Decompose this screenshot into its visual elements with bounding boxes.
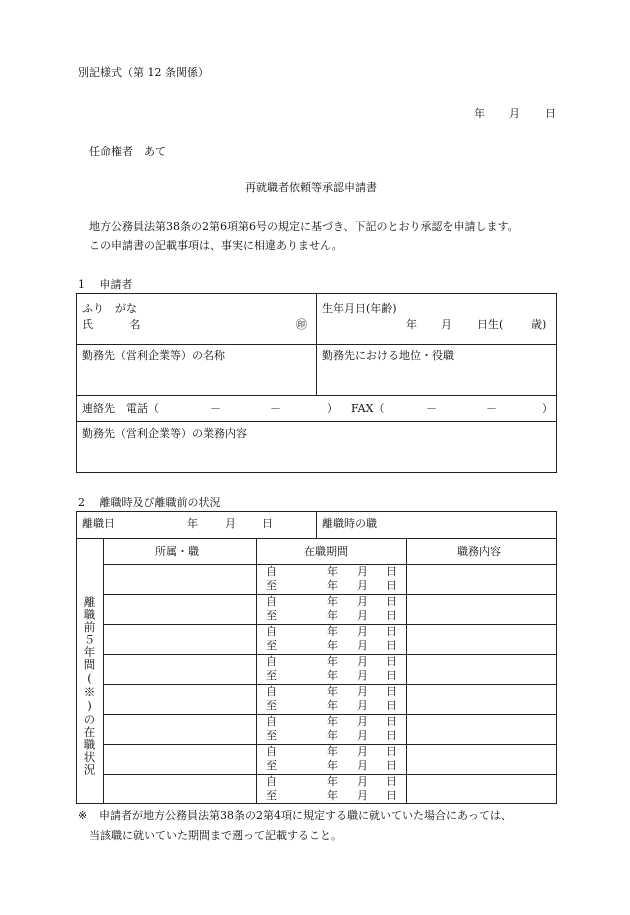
fax-paren-close: ） <box>542 402 553 415</box>
period-year: 年 <box>327 745 338 758</box>
period-month: 月 <box>357 655 368 668</box>
period-from-label: 自 <box>266 625 277 638</box>
period-month: 月 <box>357 579 368 592</box>
period-day: 日 <box>386 715 397 728</box>
period-day: 日 <box>386 565 397 578</box>
period-year: 年 <box>327 715 338 728</box>
period-month: 月 <box>357 729 368 742</box>
period-month: 月 <box>357 775 368 788</box>
period-month: 月 <box>357 685 368 698</box>
period-to-label: 至 <box>266 579 277 592</box>
retire-post-label: 離職時の職 <box>322 517 377 530</box>
furigana-label: ふり がな <box>82 302 137 315</box>
period-to-label: 至 <box>266 609 277 622</box>
note-mark: ※ <box>78 809 88 822</box>
name-label: 氏 名 <box>82 318 141 331</box>
period-to-label: 至 <box>266 639 277 652</box>
period-from-label: 自 <box>266 655 277 668</box>
period-from-label: 自 <box>266 685 277 698</box>
period-year: 年 <box>327 699 338 712</box>
col-period-header: 在職期間 <box>304 545 348 558</box>
period-year: 年 <box>327 669 338 682</box>
birth-label: 生年月日(年齢) <box>322 302 397 315</box>
period-month: 月 <box>357 789 368 802</box>
period-day: 日 <box>386 775 397 788</box>
retire-month: 月 <box>225 517 236 530</box>
period-year: 年 <box>327 759 338 772</box>
period-from-label: 自 <box>266 715 277 728</box>
period-day: 日 <box>386 669 397 682</box>
period-year: 年 <box>327 655 338 668</box>
vertical-status-label: 離職前５年間(※)の在職状況 <box>82 596 97 776</box>
period-to-label: 至 <box>266 789 277 802</box>
period-day: 日 <box>386 579 397 592</box>
fax-dash-1: － <box>426 402 437 415</box>
contact-phone-label: 連絡先 電話（ <box>82 402 159 415</box>
employer-name-label: 勤務先（営利企業等）の名称 <box>82 349 225 362</box>
phone-dash-1: － <box>210 402 221 415</box>
period-year: 年 <box>327 789 338 802</box>
period-day: 日 <box>386 745 397 758</box>
period-to-label: 至 <box>266 669 277 682</box>
period-year: 年 <box>327 729 338 742</box>
period-from-label: 自 <box>266 565 277 578</box>
period-month: 月 <box>357 609 368 622</box>
period-year: 年 <box>327 579 338 592</box>
date-day: 日 <box>545 107 556 120</box>
employer-position-label: 勤務先における地位・役職 <box>322 349 454 362</box>
birth-month: 月 <box>441 318 452 331</box>
note-line-1: 申請者が地方公務員法第38条の2第4項に規定する職に就いていた場合にあっては、 <box>99 809 512 822</box>
seal-mark: ㊞ <box>296 318 307 331</box>
fax-label: FAX（ <box>351 402 385 415</box>
col-duties-header: 職務内容 <box>457 545 501 558</box>
period-year: 年 <box>327 565 338 578</box>
period-month: 月 <box>357 699 368 712</box>
period-day: 日 <box>386 639 397 652</box>
retire-date-label: 離職日 <box>82 517 115 530</box>
birth-day: 日生( <box>477 318 504 331</box>
period-day: 日 <box>386 789 397 802</box>
retire-year: 年 <box>187 517 198 530</box>
business-content-label: 勤務先（営利企業等）の業務内容 <box>82 427 247 440</box>
period-to-label: 至 <box>266 759 277 772</box>
form-label: 別記様式（第 12 条関係） <box>78 66 209 79</box>
period-month: 月 <box>357 745 368 758</box>
birth-year: 年 <box>406 318 417 331</box>
period-month: 月 <box>357 759 368 772</box>
note-line-2: 当該職に就いていた期間まで遡って記載すること。 <box>89 829 342 842</box>
addressee: 任命権者 あて <box>89 145 166 158</box>
period-month: 月 <box>357 595 368 608</box>
retire-day: 日 <box>262 517 273 530</box>
period-year: 年 <box>327 685 338 698</box>
period-from-label: 自 <box>266 595 277 608</box>
birth-age: 歳) <box>531 318 547 331</box>
period-year: 年 <box>327 595 338 608</box>
period-month: 月 <box>357 625 368 638</box>
period-day: 日 <box>386 595 397 608</box>
period-day: 日 <box>386 699 397 712</box>
date-month: 月 <box>509 107 520 120</box>
period-year: 年 <box>327 639 338 652</box>
section1-heading: 1 申請者 <box>78 278 133 291</box>
phone-paren-close: ） <box>327 402 338 415</box>
phone-dash-2: － <box>270 402 281 415</box>
period-to-label: 至 <box>266 699 277 712</box>
intro-line-2: この申請書の記載事項は、事実に相違ありません。 <box>89 239 343 252</box>
period-month: 月 <box>357 715 368 728</box>
fax-dash-2: － <box>486 402 497 415</box>
period-day: 日 <box>386 729 397 742</box>
section2-heading: 2 離職時及び離職前の状況 <box>78 496 221 509</box>
period-day: 日 <box>386 625 397 638</box>
period-month: 月 <box>357 639 368 652</box>
period-day: 日 <box>386 655 397 668</box>
document-title: 再就職者依頼等承認申請書 <box>245 181 377 194</box>
col-affiliation-header: 所属・職 <box>155 545 199 558</box>
period-to-label: 至 <box>266 729 277 742</box>
period-month: 月 <box>357 565 368 578</box>
period-from-label: 自 <box>266 775 277 788</box>
period-year: 年 <box>327 609 338 622</box>
period-day: 日 <box>386 759 397 772</box>
intro-line-1: 地方公務員法第38条の2第6項第6号の規定に基づき、下記のとおり承認を申請します。 <box>89 220 519 233</box>
period-year: 年 <box>327 625 338 638</box>
period-year: 年 <box>327 775 338 788</box>
period-day: 日 <box>386 609 397 622</box>
period-from-label: 自 <box>266 745 277 758</box>
date-year: 年 <box>474 107 485 120</box>
period-day: 日 <box>386 685 397 698</box>
period-month: 月 <box>357 669 368 682</box>
